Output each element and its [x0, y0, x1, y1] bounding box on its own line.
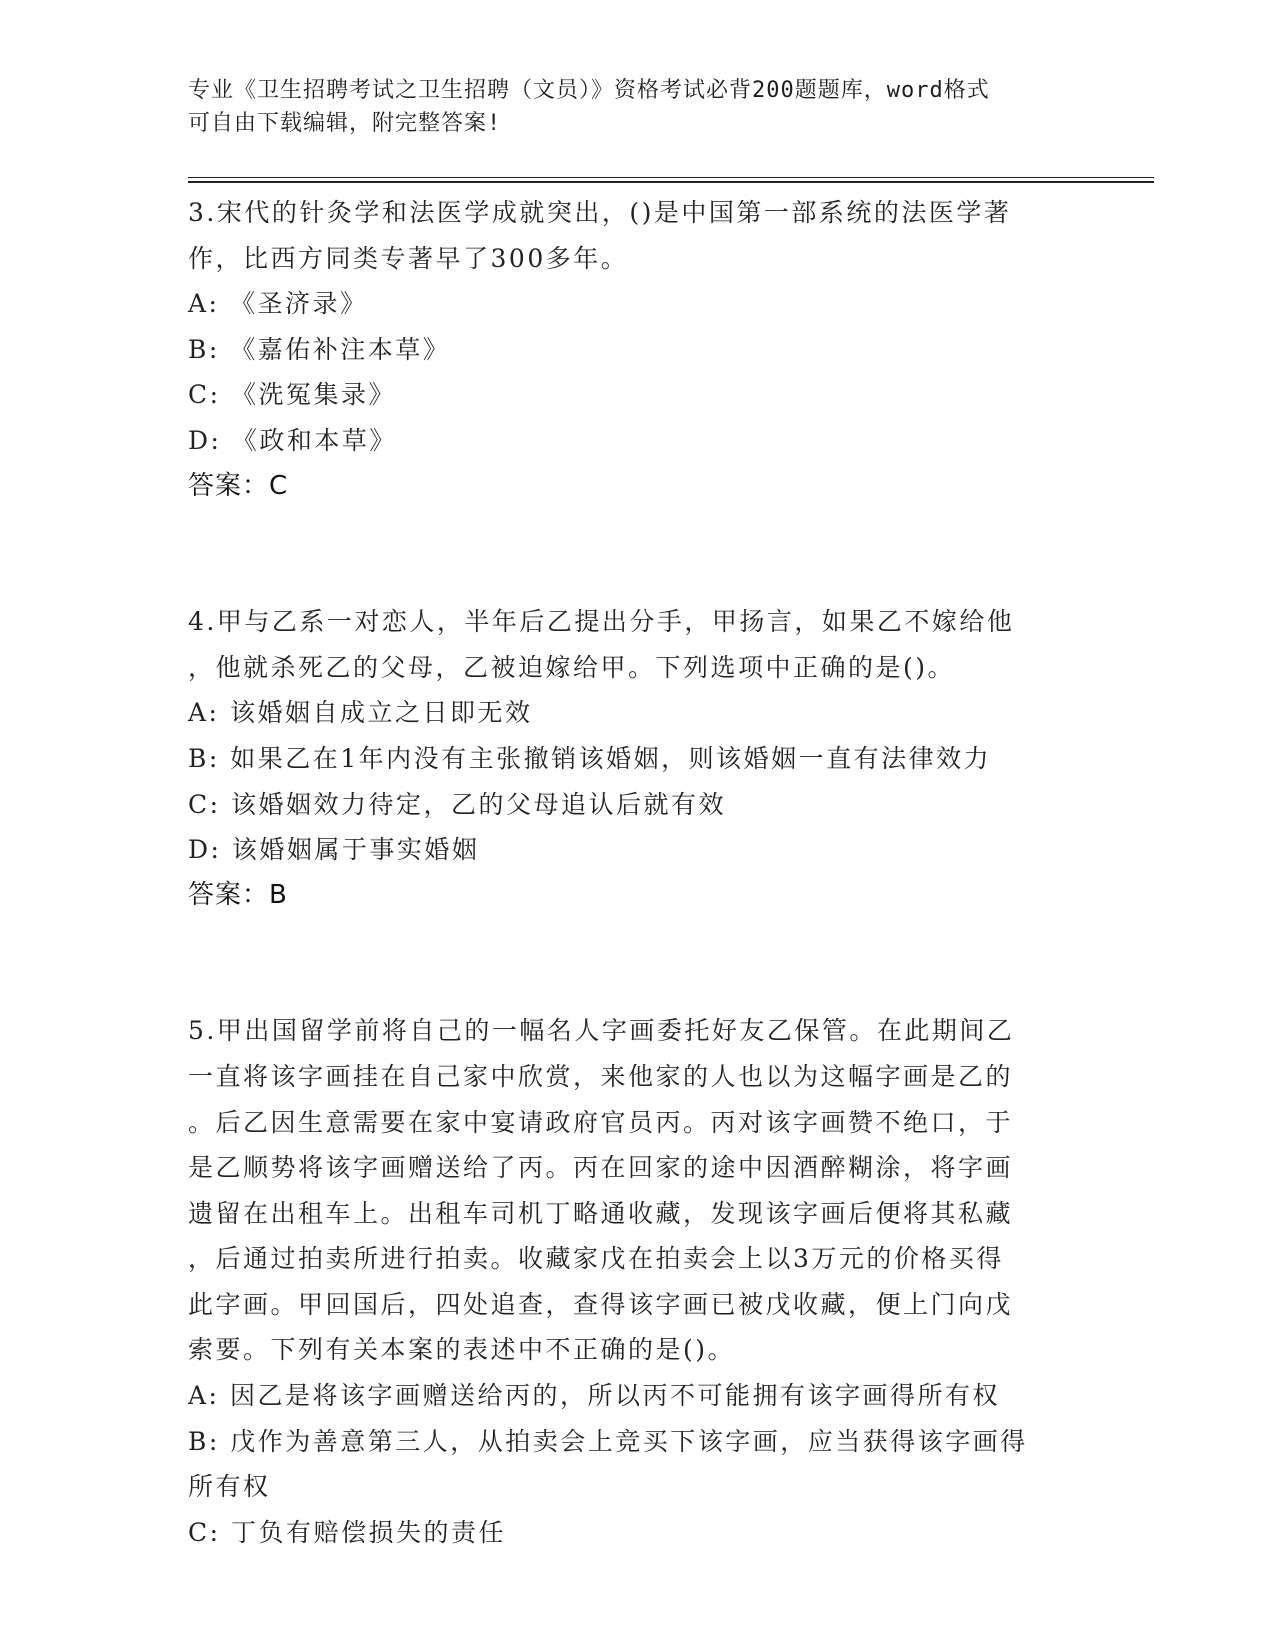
question-stem-line: 。后乙因生意需要在家中宴请政府官员丙。丙对该字画赞不绝口，于 [188, 1107, 1014, 1137]
option-label: C: [188, 1517, 221, 1547]
option-label: D: [188, 835, 222, 865]
question-stem-line: 4.甲与乙系一对恋人，半年后乙提出分手，甲扬言，如果乙不嫁给他 [188, 607, 1015, 637]
header-divider-thin [188, 177, 1154, 178]
option-label: A: [188, 289, 220, 319]
option-text: 《圣济录》 [229, 289, 368, 319]
document-header [188, 74, 1068, 140]
answer-line: 答案：B [188, 879, 288, 910]
option-text: 《洗冤集录》 [231, 380, 397, 410]
option-b [188, 327, 1088, 373]
option-label: B: [188, 743, 220, 773]
option-b-continued [188, 1464, 1088, 1510]
option-a [188, 281, 1088, 327]
option-text: 该婚姻效力待定，乙的父母追认后就有效 [231, 789, 727, 819]
option-label: B: [188, 334, 220, 364]
question-spacer [188, 918, 1088, 1008]
question-stem-line: 此字画。甲回国后，四处追查，查得该字画已被戊收藏，便上门向戊 [188, 1289, 1014, 1319]
option-a [188, 1373, 1088, 1419]
header-line-1: 专业《卫生招聘考试之卫生招聘（文员）》资格考试必背200题题库，word格式 [188, 78, 990, 103]
option-text: 丁负有赔偿损失的责任 [231, 1517, 507, 1547]
answer-line: 答案：C [188, 470, 289, 501]
option-d [188, 827, 1088, 873]
option-c [188, 1510, 1088, 1556]
option-text: 该婚姻属于事实婚姻 [231, 835, 480, 865]
question-spacer [188, 509, 1088, 599]
option-text: 戊作为善意第三人，从拍卖会上竞买下该字画，应当获得该字画得 [230, 1426, 1028, 1456]
option-text: 如果乙在1年内没有主张撤销该婚姻，则该婚姻一直有法律效力 [230, 743, 992, 773]
option-label: A: [188, 698, 220, 728]
option-text: 《政和本草》 [231, 425, 397, 455]
question-stem-line: ，后通过拍卖所进行拍卖。收藏家戊在拍卖会上以3万元的价格买得 [188, 1244, 1004, 1274]
option-label: C: [188, 380, 221, 410]
option-b [188, 736, 1088, 782]
question-stem-line: 作，比西方同类专著早了300多年。 [188, 243, 629, 273]
option-text: 因乙是将该字画赠送给丙的，所以丙不可能拥有该字画得所有权 [229, 1381, 1000, 1411]
question-stem-line: 索要。下列有关本案的表述中不正确的是()。 [188, 1335, 736, 1365]
option-c [188, 372, 1088, 418]
header-line-2: 可自由下载编辑，附完整答案! [188, 111, 502, 136]
option-label: A: [188, 1381, 220, 1411]
question-5 [188, 1008, 1088, 1555]
option-c [188, 782, 1088, 828]
question-4 [188, 599, 1088, 918]
option-label: B: [188, 1426, 220, 1456]
option-label: D: [188, 425, 222, 455]
option-text: 所有权 [188, 1472, 271, 1502]
question-stem-line: 是乙顺势将该字画赠送给了丙。丙在回家的途中因酒醉糊涂，将字画 [188, 1153, 1014, 1183]
option-text: 《嘉佑补注本草》 [230, 334, 451, 364]
option-a [188, 690, 1088, 736]
option-b [188, 1419, 1088, 1465]
question-stem-line: 3.宋代的针灸学和法医学成就突出，()是中国第一部系统的法医学著 [188, 198, 1012, 227]
question-stem-line: 一直将该字画挂在自己家中欣赏，来他家的人也以为这幅字画是乙的 [188, 1061, 1014, 1091]
question-3 [188, 190, 1088, 509]
question-stem-line: ，他就杀死乙的父母，乙被迫嫁给甲。下列选项中正确的是()。 [188, 652, 956, 682]
question-stem-line: 遗留在出租车上。出租车司机丁略通收藏，发现该字画后便将其私藏 [188, 1198, 1014, 1228]
option-label: C: [188, 789, 221, 819]
question-list [188, 190, 1088, 1555]
option-d [188, 418, 1088, 464]
header-divider-thick [188, 181, 1154, 183]
question-stem-line: 5.甲出国留学前将自己的一幅名人字画委托好友乙保管。在此期间乙 [188, 1016, 1015, 1046]
option-text: 该婚姻自成立之日即无效 [229, 698, 533, 728]
